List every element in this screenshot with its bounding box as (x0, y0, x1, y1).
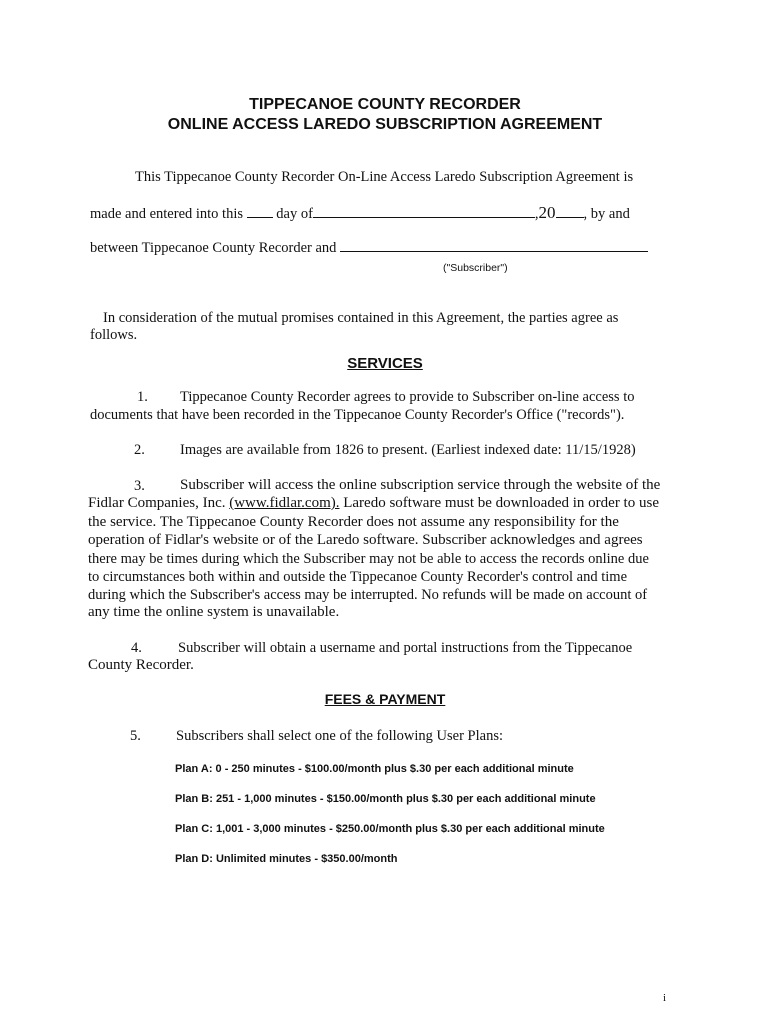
month-blank (313, 205, 535, 218)
item3-number: 3. (134, 478, 145, 494)
document-title-line1: TIPPECANOE COUNTY RECORDER (249, 96, 521, 113)
intro-made-entered: made and entered into this (90, 206, 244, 222)
plan-b: Plan B: 251 - 1,000 minutes - $150.00/month plus $.30 per each additional minute (175, 793, 596, 805)
plan-d: Plan D: Unlimited minutes - $350.00/month (175, 853, 398, 865)
item3-laredo-download: Laredo software must be downloaded in order to use (343, 495, 659, 511)
item2-text: Images are available from 1826 to present. (Earliest indexed date: 11/15/1928) (180, 442, 636, 458)
item3-line2 (88, 495, 659, 512)
intro-day-of: day of (276, 206, 313, 222)
item4-line1: Subscriber will obtain a username and portal instructions from the Tippecanoe (178, 640, 633, 656)
subscriber-name-blank (340, 239, 648, 252)
intro-line2 (90, 203, 630, 223)
year-blank (556, 205, 584, 218)
item2-number: 2. (134, 442, 145, 458)
item3-line1: Subscriber will access the online subscription service through the website of the (180, 477, 661, 493)
intro-between: between Tippecanoe County Recorder and (90, 240, 337, 256)
item3-line5: there may be times during which the Subscriber may not be able to access the records online due (88, 551, 649, 567)
consideration-line1: In consideration of the mutual promises contained in this Agreement, the parties agree as (103, 310, 619, 326)
document-title-line2: ONLINE ACCESS LAREDO SUBSCRIPTION AGREEMENT (167, 116, 603, 133)
plan-a: Plan A: 0 - 250 minutes - $100.00/month plus $.30 per each additional minute (175, 763, 574, 775)
fidlar-link[interactable]: (www.fidlar.com). (229, 495, 340, 511)
services-heading: SERVICES (347, 355, 423, 372)
item1-line2: documents that have been recorded in the Tippecanoe County Recorder's Office ("records"). (90, 407, 625, 423)
item3-line3: the service. The Tippecanoe County Recorder does not assume any responsibility for the (88, 514, 619, 530)
item5-text: Subscribers shall select one of the following User Plans: (176, 728, 503, 744)
intro-line1: This Tippecanoe County Recorder On-Line Access Laredo Subscription Agreement is (135, 169, 634, 185)
item3-fidlar-companies: Fidlar Companies, Inc. (88, 495, 226, 511)
item3-line7: during which the Subscriber's access may be interrupted. No refunds will be made on account of (88, 587, 648, 603)
item3-line4: operation of Fidlar's website or of the Laredo software. Subscriber acknowledges and agrees (88, 532, 643, 548)
plan-c: Plan C: 1,001 - 3,000 minutes - $250.00/month plus $.30 per each additional minute (175, 823, 605, 835)
item4-line2: County Recorder. (88, 657, 194, 673)
consideration-line2: follows. (90, 327, 138, 343)
subscriber-label: ("Subscriber") (443, 262, 508, 274)
item1-number: 1. (137, 389, 148, 405)
page-number: i (663, 992, 667, 1004)
item1-line1: Tippecanoe County Recorder agrees to provide to Subscriber on-line access to (180, 389, 635, 405)
item5-number: 5. (130, 728, 141, 744)
item3-line6: to circumstances both within and outside the Tippecanoe County Recorder's control and time (88, 569, 628, 585)
intro-by-and: , by and (583, 206, 630, 222)
intro-line3 (90, 239, 648, 257)
fees-heading: FEES & PAYMENT (324, 691, 446, 707)
day-blank (247, 205, 273, 218)
item3-line8: any time the online system is unavailable. (88, 604, 340, 620)
intro-year-prefix: 20 (538, 203, 556, 222)
intro-comma: , (534, 206, 539, 222)
item4-number: 4. (131, 640, 142, 656)
